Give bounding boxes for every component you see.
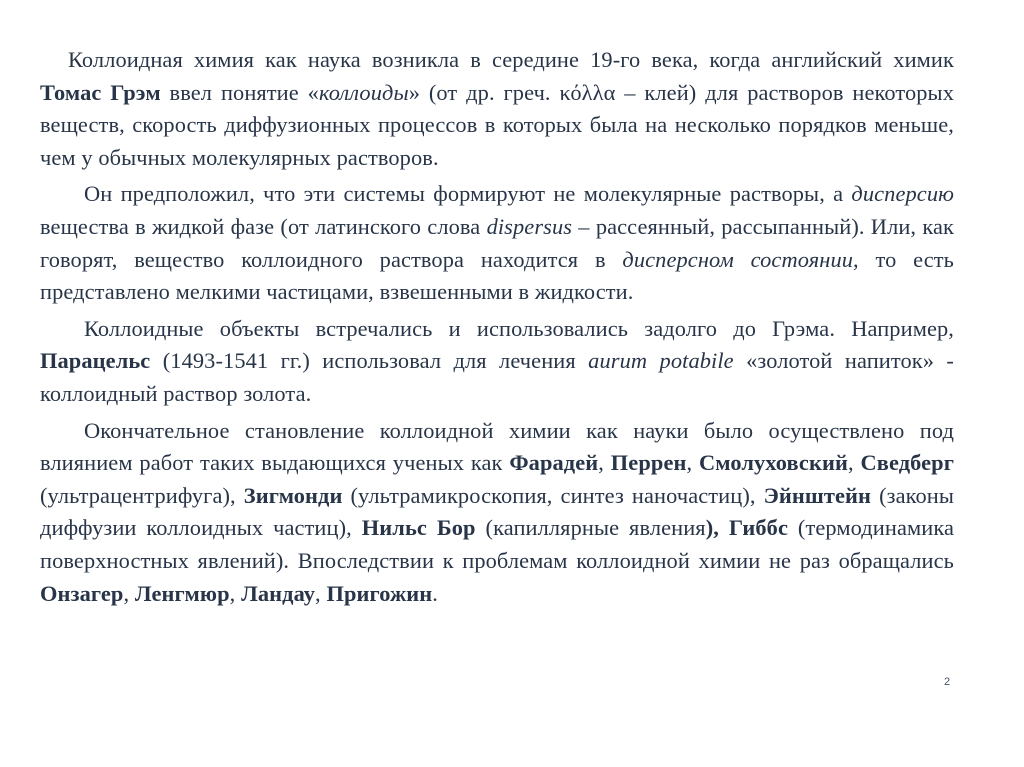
text-run: Он предположил, что эти системы формируют не молекулярные растворы, а	[84, 181, 852, 207]
text-run: Коллоидные объекты встречались и использовались задолго до Грэма. Например,	[84, 315, 954, 341]
bold-term: Парацельс	[40, 348, 151, 374]
text-run: ,	[686, 450, 699, 476]
text-run: Окончательное становление коллоидной химии как науки было осуществлено под влиянием работ таких выдающихся ученых как	[40, 417, 954, 476]
text-run: ,	[598, 450, 611, 476]
paragraph-graham	[40, 44, 954, 174]
paragraph-scientists	[40, 415, 954, 611]
text-run: ,	[315, 580, 327, 606]
italic-term: дисперсном состоянии	[622, 246, 854, 272]
text-run: ввел понятие «	[160, 79, 319, 105]
text-run: » (от др. греч. κόλλα – клей) для растворов некоторых веществ, скорость диффузионных процессов в которых была на несколько порядков меньше, чем у обычных молекулярных растворов.	[40, 79, 954, 170]
text-run: Коллоидная химия как наука возникла в середине 19-го века, когда английский химик	[68, 47, 954, 72]
bold-term: Нильс Бор	[361, 515, 476, 541]
italic-term: dispersus	[486, 213, 573, 239]
text-run: ,	[123, 580, 135, 606]
bold-term: Ленгмюр	[134, 580, 230, 606]
text-run: (ультрамикроскопия, синтез наночастиц),	[342, 482, 764, 508]
bold-term: Гиббс	[728, 515, 789, 541]
text-run: – рассеянный, рассыпанный). Или, как говорят, вещество коллоидного раствора находится в	[40, 213, 955, 272]
italic-term: aurum potabile	[588, 348, 734, 374]
text-run: ,	[847, 450, 861, 476]
text-run: вещества в жидкой фазе (от латинского слова	[40, 213, 487, 239]
body-text	[40, 44, 954, 614]
bold-term: Фарадей	[509, 450, 599, 476]
bold-term: Ландау	[241, 580, 316, 606]
bold-term: Перрен	[610, 450, 687, 476]
bold-term: Сведберг	[860, 450, 954, 476]
bold-term: Зигмонди	[243, 482, 343, 508]
text-run: (капиллярные явления	[475, 515, 706, 541]
bold-term: Томас Грэм	[40, 79, 161, 105]
text-run: (законы диффузии коллоидных частиц),	[40, 482, 954, 541]
text-run: (термодинамика поверхностных явлений). Впоследствии к проблемам коллоидной химии не раз обращались	[40, 515, 955, 573]
text-run: , то есть представлено мелкими частицами, взвешенными в жидкости.	[40, 246, 954, 305]
text-run: ,	[229, 580, 242, 606]
italic-term: коллоиды	[318, 79, 409, 105]
text-run: .	[432, 580, 438, 606]
bold-term: ),	[705, 515, 719, 541]
bold-term: Пригожин	[326, 580, 433, 606]
text-run: «золотой напиток» - коллоидный раствор золота.	[40, 348, 954, 406]
page-number: 2	[944, 676, 951, 688]
text-run	[719, 515, 729, 540]
paragraph-dispersion	[40, 178, 954, 308]
text-run: (ультрацентрифуга),	[40, 482, 244, 508]
italic-term: дисперсию	[851, 181, 954, 207]
bold-term: Онзагер	[40, 580, 124, 606]
bold-term: Эйнштейн	[763, 482, 872, 508]
paragraph-paracelsus	[40, 313, 954, 411]
text-run: (1493-1541 гг.) использовал для лечения	[150, 348, 589, 374]
bold-term: Смолуховский	[699, 450, 848, 476]
